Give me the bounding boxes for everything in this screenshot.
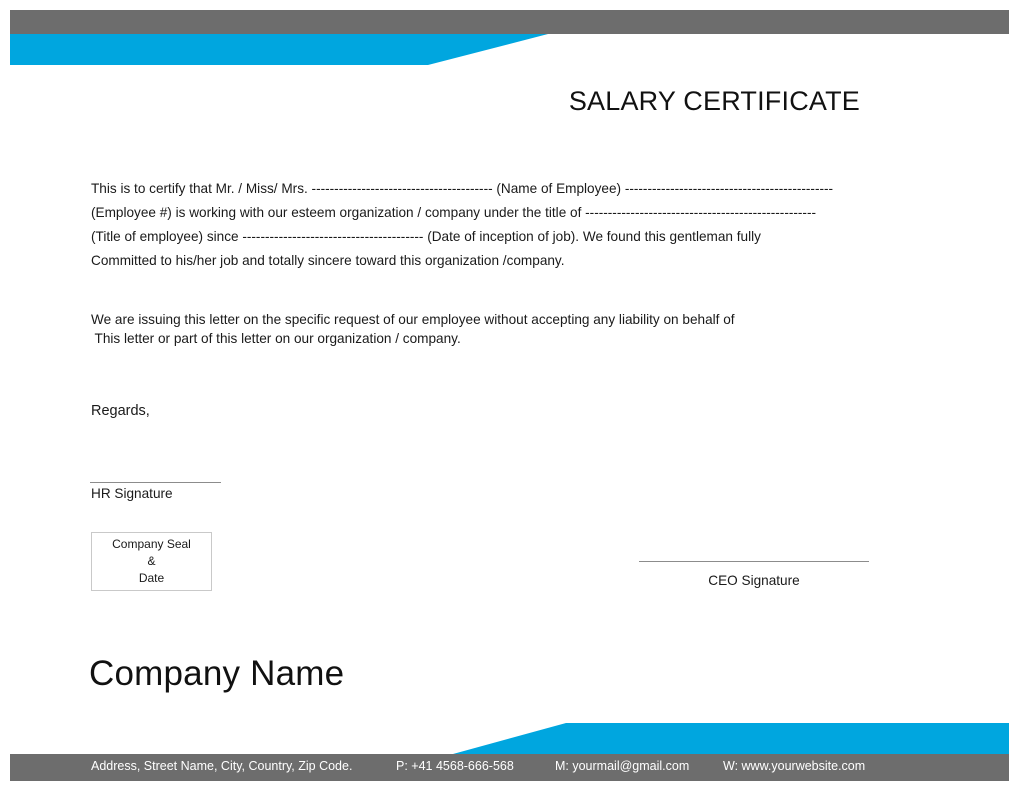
footer-phone: P: +41 4568-666-568 [396,759,514,773]
header-blue-stripe [10,34,548,65]
seal-line: Date [138,571,165,585]
paragraph-line: We are issuing this letter on the specific request of our employee without accepting any liability on behalf of [91,312,735,327]
certificate-title: SALARY CERTIFICATE [568,86,860,116]
paragraph-line: (Employee #) is working with our esteem organization / company under the title of --------------------------------------------------- [91,205,817,220]
seal-line: & [147,554,156,568]
disclaimer-paragraph [91,310,881,348]
header-gray-band [10,10,1009,34]
seal-line: Company Seal [112,537,191,551]
footer-contact-info [0,759,1020,777]
paragraph-line: Committed to his/her job and totally sincere toward this organization /company. [91,253,565,268]
company-seal-box [91,532,212,591]
footer-address: Address, Street Name, City, Country, Zip Code. [91,759,353,773]
ceo-signature-line [639,561,869,562]
company-name: Company Name [89,654,345,693]
paragraph-line: This letter or part of this letter on our organization / company. [91,331,461,346]
footer-blue-stripe [453,723,1009,754]
hr-signature-line [90,482,221,483]
paragraph-line: This is to certify that Mr. / Miss/ Mrs. ---------------------------------------- (Name of Employee) ---------------------------------------------- [91,181,834,196]
ceo-signature-label: CEO Signature [708,573,800,588]
regards-text: Regards, [91,403,150,419]
footer-website: W: www.yourwebsite.com [723,759,866,773]
hr-signature-label: HR Signature [91,486,173,501]
certification-paragraph [91,177,881,273]
footer-email: M: yourmail@gmail.com [555,759,690,773]
paragraph-line: (Title of employee) since ---------------------------------------- (Date of inception of job). We found this gentleman fully [91,229,761,244]
